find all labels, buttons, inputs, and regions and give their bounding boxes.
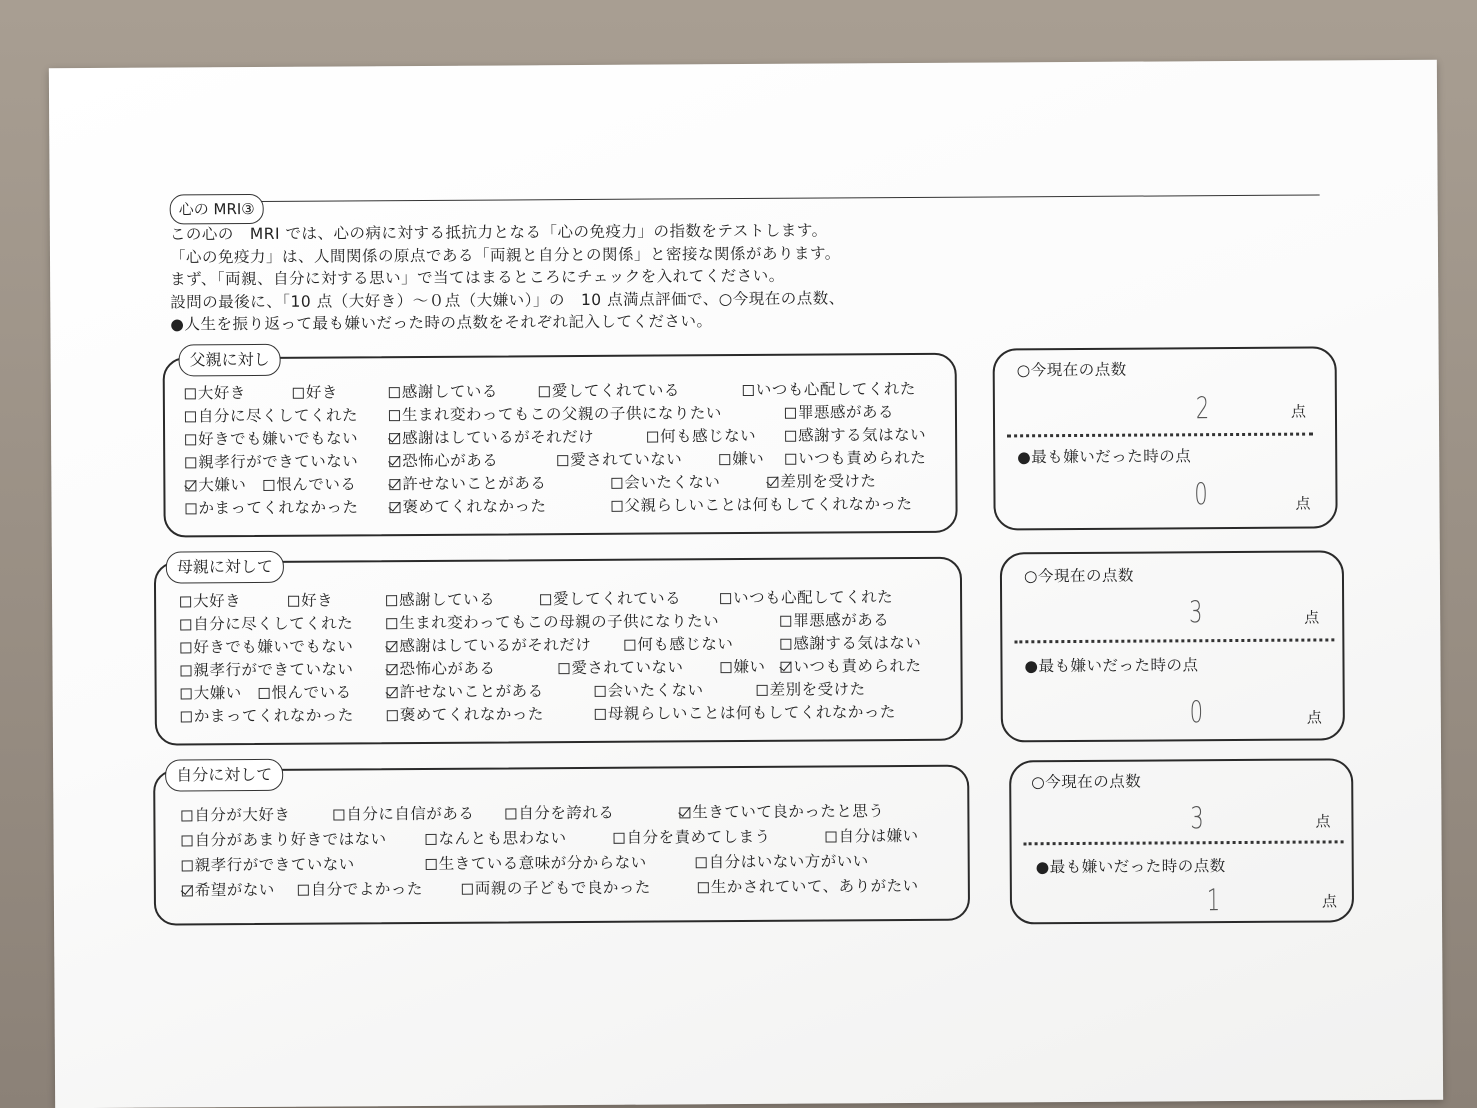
checklist-item[interactable]: 感謝はしているがそれだけ bbox=[389, 425, 594, 448]
checklist-item[interactable]: 大嫌い bbox=[185, 473, 246, 495]
checkbox[interactable] bbox=[333, 809, 344, 820]
self-score-worst-unit: 点 bbox=[1321, 892, 1338, 911]
checklist-item[interactable]: 自分に自信がある bbox=[333, 802, 474, 825]
checklist-item[interactable]: 許せないことがある bbox=[387, 679, 544, 702]
checklist-item[interactable]: 自分は嫌い bbox=[825, 824, 918, 847]
checkbox[interactable] bbox=[558, 663, 569, 674]
checkbox[interactable] bbox=[293, 388, 304, 399]
checklist-item[interactable]: 恨んでいる bbox=[259, 680, 352, 703]
checkbox[interactable] bbox=[386, 618, 397, 629]
mother-score-worst-label: ●最も嫌いだった時の点 bbox=[1024, 656, 1199, 676]
checkbox[interactable] bbox=[185, 388, 196, 399]
checklist-item[interactable]: 生まれ変わってもこの父親の子供になりたい bbox=[389, 401, 722, 425]
checklist-item[interactable]: 親孝行ができていない bbox=[180, 657, 353, 680]
checkbox[interactable] bbox=[540, 594, 551, 605]
checklist-item[interactable]: 自分に尽くしてくれた bbox=[185, 403, 358, 426]
checklist-item[interactable]: かまってくれなかった bbox=[181, 703, 354, 726]
checkbox[interactable] bbox=[185, 434, 196, 445]
checkbox[interactable] bbox=[595, 709, 606, 720]
checkbox[interactable] bbox=[505, 808, 516, 819]
checklist-item[interactable]: 自分に尽くしてくれた bbox=[180, 611, 353, 634]
checklist-item[interactable]: 褒めてくれなかった bbox=[387, 702, 544, 725]
worksheet-paper bbox=[49, 60, 1443, 1108]
checkbox[interactable] bbox=[386, 664, 397, 675]
checkbox[interactable] bbox=[386, 595, 397, 606]
checkbox[interactable] bbox=[182, 885, 193, 896]
checklist-item[interactable]: 恐怖心がある bbox=[386, 657, 495, 680]
intro-line: ●人生を振り返って最も嫌いだった時の点数をそれぞれ記入してください。 bbox=[170, 312, 713, 334]
checkbox[interactable] bbox=[647, 432, 658, 443]
self-score-worst-label: ●最も嫌いだった時の点数 bbox=[1035, 857, 1226, 877]
intro-line: 「心の免疫力」は、人間関係の原点である「両親と自分との関係」と密接な関係があります。 bbox=[169, 243, 841, 267]
checkbox[interactable] bbox=[557, 455, 568, 466]
title-rule bbox=[260, 194, 1320, 201]
checkbox[interactable] bbox=[180, 596, 191, 607]
checkbox[interactable] bbox=[595, 686, 606, 697]
checklist-item[interactable]: いつも責められた bbox=[785, 446, 926, 469]
checklist-item[interactable]: 好きでも嫌いでもない bbox=[185, 426, 358, 449]
father-score-worst[interactable]: 0 bbox=[1194, 477, 1208, 513]
checkbox[interactable] bbox=[181, 688, 192, 699]
checklist-item[interactable]: 嫌い bbox=[719, 447, 764, 469]
intro-line: 設問の最後に、「10 点（大好き）～０点（大嫌い）」の 10 点満点評価で、○今現在の点数、 bbox=[170, 288, 845, 312]
mother-section-label: 母親に対して bbox=[166, 551, 284, 584]
checklist-item[interactable]: 感謝している bbox=[386, 588, 495, 611]
checkbox[interactable] bbox=[611, 501, 622, 512]
mother-score-now[interactable]: 3 bbox=[1188, 595, 1203, 631]
worksheet-title: 心の MRI③ bbox=[170, 194, 264, 225]
checkbox[interactable] bbox=[679, 807, 690, 818]
checklist-item[interactable]: 自分を誇れる bbox=[505, 801, 614, 824]
checkbox[interactable] bbox=[780, 639, 791, 650]
checklist-item[interactable]: 愛されていない bbox=[557, 447, 682, 470]
checklist-item[interactable]: 感謝する気はない bbox=[785, 423, 926, 446]
checklist-item[interactable]: 罪悪感がある bbox=[780, 608, 889, 631]
self-score-worst[interactable]: 1 bbox=[1206, 883, 1221, 919]
intro-line: まず、「両親、自分に対する思い」で当てはまるところにチェックを入れてください。 bbox=[170, 266, 785, 289]
checklist-item[interactable]: 愛されていない bbox=[558, 655, 683, 678]
father-section-label: 父親に対し bbox=[179, 344, 281, 377]
checkbox[interactable] bbox=[785, 408, 796, 419]
mother-score-now-label: ○今現在の点数 bbox=[1023, 566, 1135, 586]
father-score-worst-unit: 点 bbox=[1295, 494, 1311, 513]
checklist-item[interactable]: 好きでも嫌いでもない bbox=[180, 634, 353, 657]
father-score-now-unit: 点 bbox=[1290, 402, 1307, 421]
checkbox[interactable] bbox=[719, 454, 730, 465]
mother-score-worst-unit: 点 bbox=[1306, 708, 1322, 727]
checklist-item[interactable]: 生まれ変わってもこの母親の子供になりたい bbox=[386, 609, 719, 633]
checklist-item[interactable]: 好き bbox=[288, 589, 333, 611]
checkbox[interactable] bbox=[743, 385, 754, 396]
checkbox[interactable] bbox=[767, 477, 778, 488]
checkbox[interactable] bbox=[614, 833, 625, 844]
father-score-now[interactable]: 2 bbox=[1195, 391, 1210, 427]
checklist-item[interactable]: いつも心配してくれた bbox=[743, 377, 916, 400]
checkbox[interactable] bbox=[185, 411, 196, 422]
checklist-item[interactable]: 好き bbox=[293, 380, 338, 402]
checklist-item[interactable]: 希望がない bbox=[182, 878, 275, 901]
checkbox[interactable] bbox=[389, 502, 400, 513]
checkbox[interactable] bbox=[389, 387, 400, 398]
checkbox[interactable] bbox=[182, 835, 193, 846]
checkbox[interactable] bbox=[462, 884, 473, 895]
checklist-item[interactable]: いつも責められた bbox=[780, 654, 921, 677]
self-score-now-label: ○今現在の点数 bbox=[1031, 772, 1142, 792]
checkbox[interactable] bbox=[386, 641, 397, 652]
checklist-item[interactable]: 感謝はしているがそれだけ bbox=[386, 633, 591, 656]
checklist-item[interactable]: 父親らしいことは何もしてくれなかった bbox=[611, 492, 912, 516]
checkbox[interactable] bbox=[826, 831, 837, 842]
checklist-item[interactable]: 褒めてくれなかった bbox=[389, 494, 546, 517]
self-score-now[interactable]: 3 bbox=[1190, 801, 1204, 837]
intro-line: この心の MRI では、心の病に対する抵抗力となる「心の免疫力」の指数をテストします。 bbox=[169, 221, 828, 244]
father-score-now-label: ○今現在の点数 bbox=[1016, 360, 1127, 380]
checkbox[interactable] bbox=[720, 593, 731, 604]
checklist-item[interactable]: 大好き bbox=[185, 381, 246, 403]
checklist-item[interactable]: 自分を責めてしまう bbox=[613, 825, 770, 848]
intro-text bbox=[170, 219, 845, 336]
checkbox[interactable] bbox=[182, 860, 193, 871]
checklist-item[interactable]: 親孝行ができていない bbox=[182, 852, 355, 875]
checkbox[interactable] bbox=[185, 457, 196, 468]
checkbox[interactable] bbox=[389, 456, 400, 467]
checklist-item[interactable]: 大嫌い bbox=[181, 681, 242, 703]
checkbox[interactable] bbox=[785, 454, 796, 465]
checkbox[interactable] bbox=[696, 857, 707, 868]
checklist-item[interactable]: 生きていて良かったと思う bbox=[679, 799, 884, 822]
checkbox[interactable] bbox=[698, 882, 709, 893]
checklist-item[interactable]: 嫌い bbox=[720, 655, 765, 677]
checklist-item[interactable]: 母親らしいことは何もしてくれなかった bbox=[595, 700, 896, 724]
checkbox[interactable] bbox=[263, 480, 274, 491]
checklist-item[interactable]: 大好き bbox=[180, 589, 241, 611]
checkbox[interactable] bbox=[288, 596, 299, 607]
checkbox[interactable] bbox=[780, 616, 791, 627]
checkbox[interactable] bbox=[181, 711, 192, 722]
checkbox[interactable] bbox=[389, 410, 400, 421]
checkbox[interactable] bbox=[539, 386, 550, 397]
checkbox[interactable] bbox=[389, 433, 400, 444]
checklist-item[interactable]: 許せないことがある bbox=[389, 471, 546, 494]
checklist-item[interactable]: 生かされていて、ありがたい bbox=[698, 874, 919, 897]
checklist-item[interactable]: 恐怖心がある bbox=[389, 449, 498, 472]
checklist-item[interactable]: 感謝している bbox=[389, 380, 498, 403]
checkbox[interactable] bbox=[298, 885, 309, 896]
checklist-item[interactable]: 愛してくれている bbox=[539, 378, 680, 401]
checkbox[interactable] bbox=[785, 431, 796, 442]
checklist-item[interactable]: 自分が大好き bbox=[181, 803, 290, 826]
mother-score-worst[interactable]: 0 bbox=[1189, 695, 1204, 731]
checkbox[interactable] bbox=[780, 662, 791, 673]
checklist-item[interactable]: 恨んでいる bbox=[263, 472, 356, 495]
checklist-item[interactable]: なんとも思わない bbox=[425, 826, 566, 849]
checkbox[interactable] bbox=[624, 640, 635, 651]
checkbox[interactable] bbox=[185, 503, 196, 514]
checkbox[interactable] bbox=[426, 859, 437, 870]
checklist-item[interactable]: 何も感じない bbox=[624, 632, 733, 655]
checklist-item[interactable]: 会いたくない bbox=[595, 678, 704, 701]
checkbox[interactable] bbox=[259, 688, 270, 699]
checklist-item[interactable]: 親孝行ができていない bbox=[185, 449, 358, 472]
checklist-item[interactable]: 会いたくない bbox=[611, 470, 720, 493]
checklist-item[interactable]: 自分はいない方がいい bbox=[696, 849, 869, 872]
checklist-item[interactable]: 差別を受けた bbox=[767, 469, 876, 492]
checkbox[interactable] bbox=[757, 685, 768, 696]
checkbox[interactable] bbox=[180, 642, 191, 653]
checkbox[interactable] bbox=[387, 687, 398, 698]
checklist-item[interactable]: かまってくれなかった bbox=[185, 495, 358, 518]
mother-score-now-unit: 点 bbox=[1304, 608, 1320, 627]
checklist-item[interactable]: 自分でよかった bbox=[298, 877, 423, 900]
checkbox[interactable] bbox=[720, 662, 731, 673]
checkbox[interactable] bbox=[387, 710, 398, 721]
checklist-item[interactable]: 自分があまり好きではない bbox=[181, 827, 386, 850]
checklist-item[interactable]: 両親の子どもで良かった bbox=[462, 876, 651, 899]
checklist-item[interactable]: 何も感じない bbox=[647, 424, 756, 447]
checklist-item[interactable]: 罪悪感がある bbox=[785, 400, 894, 423]
checkbox[interactable] bbox=[426, 834, 437, 845]
checklist-item[interactable]: 差別を受けた bbox=[757, 677, 866, 700]
checklist-item[interactable]: 生きている意味が分からない bbox=[426, 851, 647, 874]
checkbox[interactable] bbox=[611, 478, 622, 489]
checklist-item[interactable]: いつも心配してくれた bbox=[720, 585, 893, 608]
father-score-worst-label: ●最も嫌いだった時の点 bbox=[1017, 447, 1192, 467]
checklist-item[interactable]: 愛してくれている bbox=[540, 586, 681, 609]
checkbox[interactable] bbox=[180, 665, 191, 676]
checkbox[interactable] bbox=[181, 810, 192, 821]
checkbox[interactable] bbox=[389, 479, 400, 490]
self-score-now-unit: 点 bbox=[1315, 812, 1331, 831]
checklist-item[interactable]: 感謝する気はない bbox=[780, 631, 921, 654]
checkbox[interactable] bbox=[180, 619, 191, 630]
self-section-label: 自分に対して bbox=[165, 759, 283, 792]
checkbox[interactable] bbox=[185, 480, 196, 491]
